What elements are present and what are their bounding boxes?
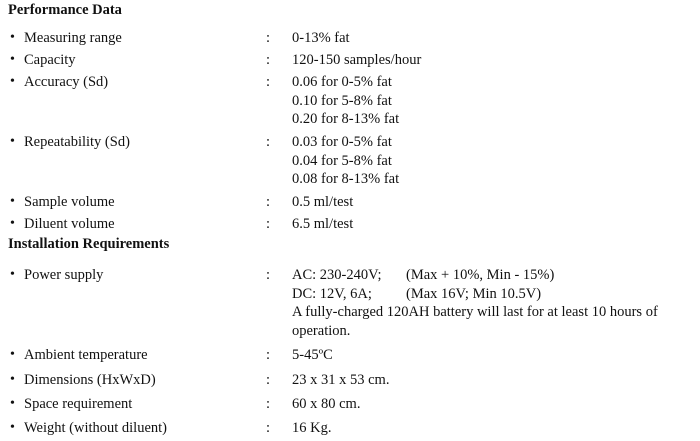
- separator: :: [266, 52, 271, 68]
- bullet: •: [10, 372, 15, 387]
- spec-values: [292, 371, 694, 390]
- spec-label: Sample volume: [24, 194, 115, 210]
- spec-value: 5-45ºC: [292, 347, 333, 363]
- spec-value: 23 x 31 x 53 cm.: [292, 372, 390, 388]
- spec-value: 60 x 80 cm.: [292, 396, 361, 412]
- spec-label: Power supply: [24, 267, 104, 283]
- bullet: •: [10, 396, 15, 411]
- bullet: •: [10, 74, 15, 89]
- section-heading-performance: Performance Data: [8, 2, 122, 18]
- spec-values: [292, 215, 694, 234]
- spec-label: Repeatability (Sd): [24, 134, 130, 150]
- power-dc-label: DC: 12V, 6A;: [292, 285, 372, 302]
- power-ac-label: AC: 230-240V;: [292, 267, 382, 283]
- separator: :: [266, 216, 271, 232]
- bullet: •: [10, 216, 15, 231]
- spec-values: [292, 51, 694, 70]
- spec-label: Diluent volume: [24, 216, 115, 232]
- spec-values: [292, 346, 694, 365]
- separator: :: [266, 267, 271, 283]
- spec-label: Space requirement: [24, 396, 133, 412]
- spec-label: Measuring range: [24, 30, 122, 46]
- spec-values: [292, 133, 694, 189]
- spec-values: [292, 266, 694, 340]
- spec-values: [292, 395, 694, 414]
- bullet: •: [10, 194, 15, 209]
- separator: :: [266, 30, 271, 46]
- spec-value: 120-150 samples/hour: [292, 52, 422, 68]
- bullet: •: [10, 267, 15, 282]
- power-dc-range: (Max 16V; Min 10.5V): [406, 285, 542, 302]
- separator: :: [266, 134, 271, 150]
- spec-value: 0.20 for 8-13% fat: [292, 111, 400, 127]
- spec-value: 0.03 for 0-5% fat: [292, 134, 392, 150]
- bullet: •: [10, 30, 15, 45]
- spec-value: 0.06 for 0-5% fat: [292, 74, 392, 90]
- separator: :: [266, 420, 271, 436]
- spec-values: [292, 419, 694, 438]
- spec-label: Capacity: [24, 52, 76, 68]
- bullet: •: [10, 420, 15, 435]
- spec-label: Dimensions (HxWxD): [24, 372, 156, 388]
- spec-value: 0-13% fat: [292, 30, 350, 46]
- spec-values: [292, 73, 694, 129]
- section-heading-installation: Installation Requirements: [8, 236, 170, 252]
- spec-value: 6.5 ml/test: [292, 216, 354, 232]
- spec-value: 16 Kg.: [292, 420, 332, 436]
- separator: :: [266, 74, 271, 90]
- bullet: •: [10, 52, 15, 67]
- power-ac-range: (Max + 10%, Min - 15%): [406, 267, 555, 283]
- spec-value: 0.5 ml/test: [292, 194, 354, 210]
- spec-values: [292, 193, 694, 212]
- spec-values: [292, 29, 694, 48]
- bullet: •: [10, 347, 15, 362]
- separator: :: [266, 194, 271, 210]
- spec-label: Weight (without diluent): [24, 420, 168, 436]
- separator: :: [266, 396, 271, 412]
- spec-label: Accuracy (Sd): [24, 74, 109, 90]
- power-battery-note: A fully-charged 120AH battery will last for at least 10 hours of operation.: [292, 304, 658, 339]
- power-ac-line: [292, 266, 694, 285]
- spec-label: Ambient temperature: [24, 347, 148, 363]
- separator: :: [266, 347, 271, 363]
- spec-value: 0.04 for 5-8% fat: [292, 152, 392, 169]
- power-dc-line: [292, 285, 694, 304]
- bullet: •: [10, 134, 15, 149]
- spec-value: 0.10 for 5-8% fat: [292, 92, 392, 109]
- separator: :: [266, 372, 271, 388]
- spec-value: 0.08 for 8-13% fat: [292, 171, 400, 187]
